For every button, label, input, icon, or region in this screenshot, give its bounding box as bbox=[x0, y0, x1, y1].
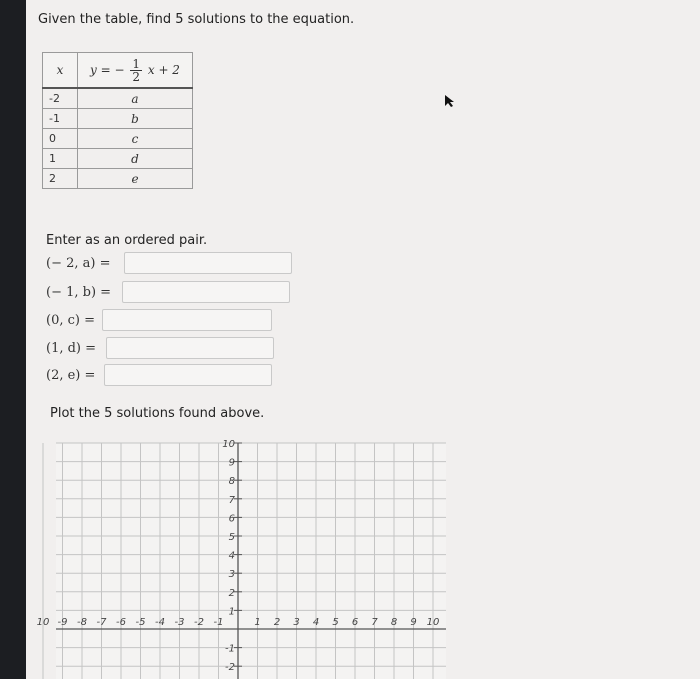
x-tick-label: -4 bbox=[155, 617, 165, 628]
question-prompt: Given the table, find 5 solutions to the equation. bbox=[38, 12, 355, 27]
x-tick-label: 1 bbox=[254, 617, 261, 628]
plot-instruction: Plot the 5 solutions found above. bbox=[50, 406, 265, 421]
x-tick-label: 7 bbox=[371, 617, 378, 628]
y-tick-label: -1 bbox=[225, 643, 235, 655]
x-tick-label: -8 bbox=[77, 617, 87, 628]
pair-label-c: (0, c) = bbox=[46, 313, 95, 328]
x-column-header: x bbox=[43, 53, 78, 89]
y-value-cell: a bbox=[78, 88, 193, 109]
y-tick-label: 7 bbox=[228, 494, 235, 506]
x-tick-label: 6 bbox=[351, 617, 359, 628]
equation-prefix: y = − bbox=[90, 62, 125, 77]
y-tick-label: 2 bbox=[228, 587, 235, 599]
x-value-cell: 1 bbox=[43, 149, 78, 169]
coordinate-grid[interactable] bbox=[26, 0, 700, 679]
y-tick-label: 4 bbox=[228, 550, 235, 562]
y-tick-label: 1 bbox=[228, 606, 235, 618]
y-value-cell: d bbox=[78, 149, 193, 169]
y-tick-label: 6 bbox=[228, 513, 235, 525]
x-tick-label: 10 bbox=[426, 617, 440, 628]
x-tick-label: 10 bbox=[36, 617, 50, 628]
x-tick-label: -7 bbox=[96, 617, 107, 628]
x-value-cell: 2 bbox=[43, 169, 78, 189]
equation-suffix: x + 2 bbox=[147, 62, 180, 77]
y-value-cell: b bbox=[78, 109, 193, 129]
x-tick-label: -3 bbox=[174, 617, 185, 628]
y-tick-label: 3 bbox=[228, 569, 235, 581]
pair-label-d: (1, d) = bbox=[46, 341, 97, 356]
x-tick-label: 8 bbox=[390, 617, 398, 628]
x-tick-label: -5 bbox=[135, 617, 146, 628]
pair-label-e: (2, e) = bbox=[46, 368, 96, 383]
pair-label-a: (− 2, a) = bbox=[46, 256, 111, 271]
grid-background bbox=[56, 443, 446, 679]
y-tick-label: -2 bbox=[225, 662, 235, 674]
x-tick-label: -2 bbox=[194, 617, 204, 628]
fraction-numerator: 1 bbox=[132, 56, 141, 71]
x-tick-label: -9 bbox=[57, 617, 68, 628]
x-tick-label: -6 bbox=[116, 617, 126, 628]
y-tick-label: 10 bbox=[222, 439, 235, 450]
x-value-cell: -2 bbox=[43, 88, 78, 109]
x-tick-label: 5 bbox=[332, 617, 339, 628]
y-tick-label: 9 bbox=[228, 457, 235, 469]
x-tick-label: 3 bbox=[293, 617, 300, 628]
x-tick-label: 9 bbox=[410, 617, 417, 628]
y-tick-label: 8 bbox=[228, 476, 235, 488]
fraction-denominator: 2 bbox=[132, 69, 141, 84]
ordered-pair-instruction: Enter as an ordered pair. bbox=[46, 233, 208, 248]
y-tick-label: 5 bbox=[228, 532, 235, 543]
y-value-cell: c bbox=[78, 129, 193, 149]
x-value-cell: 0 bbox=[43, 129, 78, 149]
x-tick-label: 2 bbox=[273, 617, 281, 628]
y-value-cell: e bbox=[78, 169, 193, 189]
x-tick-label: -1 bbox=[213, 617, 224, 628]
x-tick-label: 4 bbox=[312, 617, 320, 628]
pair-label-b: (− 1, b) = bbox=[46, 285, 112, 300]
x-value-cell: -1 bbox=[43, 109, 78, 129]
question-page bbox=[26, 0, 700, 679]
